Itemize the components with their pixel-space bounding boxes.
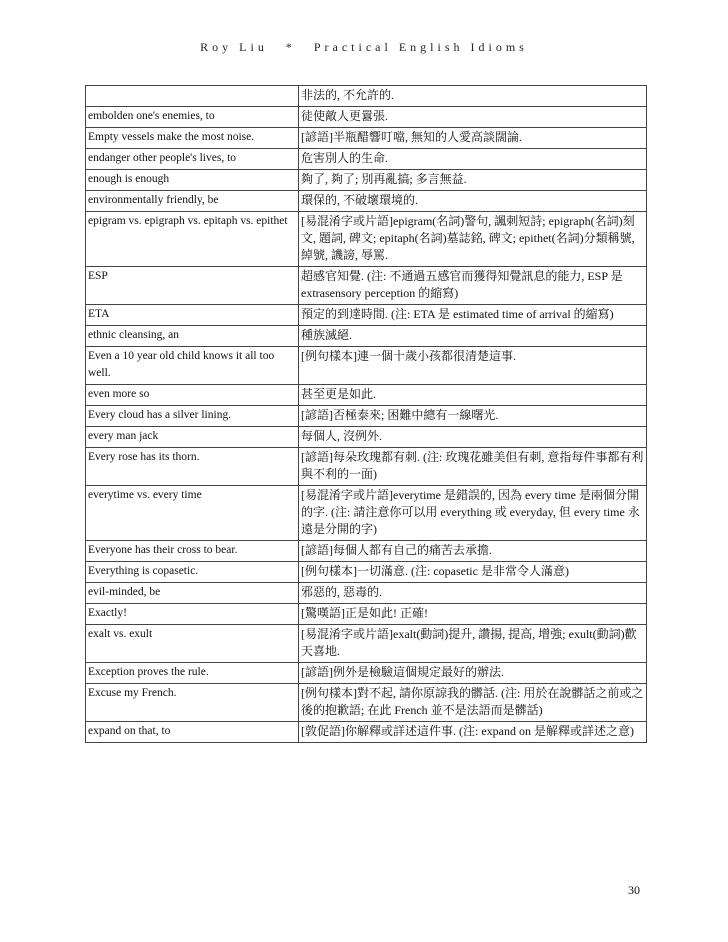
idiom-term: ETA [86, 305, 299, 326]
idiom-term [86, 86, 299, 107]
idiom-definition: [易混淆字或片語]everytime 是錯誤的, 因為 every time 是兩個分開的字. (注: 請注意你可以用 everything 或 everyday, 但 every time 永遠是分開的字) [299, 486, 647, 541]
table-row [86, 347, 647, 385]
idiom-definition: [例句樣本]連一個十歲小孩都很清楚這事. [299, 347, 647, 385]
idiom-term: ethnic cleansing, an [86, 326, 299, 347]
idiom-definition: 徒使敵人更囂張. [299, 107, 647, 128]
idiom-term: enough is enough [86, 170, 299, 191]
table-row [86, 486, 647, 541]
table-row [86, 663, 647, 684]
idiom-term: endanger other people's lives, to [86, 149, 299, 170]
idiom-term: every man jack [86, 427, 299, 448]
table-row [86, 191, 647, 212]
idiom-term: exalt vs. exult [86, 625, 299, 663]
table-row [86, 406, 647, 427]
idiom-definition: [例句樣本]對不起, 請你原諒我的髒話. (注: 用於在說髒話之前或之後的抱歉語; 在此 French 並不是法語而是髒話) [299, 684, 647, 722]
table-row [86, 604, 647, 625]
idiom-definition: 非法的, 不允許的. [299, 86, 647, 107]
table-row [86, 107, 647, 128]
idiom-definition: 夠了, 夠了; 別再亂搞; 多言無益. [299, 170, 647, 191]
idiom-definition: [諺語]每個人都有自己的痛苦去承擔. [299, 541, 647, 562]
table-row [86, 267, 647, 305]
table-row [86, 448, 647, 486]
table-row [86, 427, 647, 448]
idiom-definition: 邪惡的, 惡毒的. [299, 583, 647, 604]
idiom-term: Everything is copasetic. [86, 562, 299, 583]
table-row [86, 149, 647, 170]
idiom-definition: 種族滅絕. [299, 326, 647, 347]
table-row [86, 326, 647, 347]
idiom-definition: [敦促語]你解釋或詳述這件事. (注: expand on 是解釋或詳述之意) [299, 722, 647, 743]
header-separator: * [285, 40, 296, 54]
idiom-definition: [諺語]每朵玫瑰都有刺. (注: 玫瑰花雖美但有刺, 意指每件事都有利與不利的一面) [299, 448, 647, 486]
idiom-term: evil-minded, be [86, 583, 299, 604]
idiom-definition: [驚嘆語]正是如此! 正確! [299, 604, 647, 625]
idiom-term: Empty vessels make the most noise. [86, 128, 299, 149]
idiom-term: Exception proves the rule. [86, 663, 299, 684]
idiom-definition: [諺語]否極泰來; 困難中總有一線曙光. [299, 406, 647, 427]
idiom-term: Excuse my French. [86, 684, 299, 722]
table-row [86, 541, 647, 562]
idioms-table [85, 85, 647, 743]
idiom-term: even more so [86, 385, 299, 406]
idiom-definition: 環保的, 不破壞環境的. [299, 191, 647, 212]
idiom-definition: [例句樣本]一切滿意. (注: copasetic 是非常令人滿意) [299, 562, 647, 583]
idiom-term: epigram vs. epigraph vs. epitaph vs. epithet [86, 212, 299, 267]
table-row [86, 305, 647, 326]
table-row [86, 128, 647, 149]
idiom-definition: 甚至更是如此. [299, 385, 647, 406]
idiom-definition: [諺語]半瓶醋響叮噹, 無知的人愛高談闊論. [299, 128, 647, 149]
table-row [86, 562, 647, 583]
idiom-term: everytime vs. every time [86, 486, 299, 541]
table-row [86, 212, 647, 267]
idiom-definition: 每個人, 沒例外. [299, 427, 647, 448]
idiom-term: environmentally friendly, be [86, 191, 299, 212]
idiom-definition: 超感官知覺. (注: 不通過五感官而獲得知覺訊息的能力, ESP 是 extrasensory perception 的縮寫) [299, 267, 647, 305]
idiom-definition: [易混淆字或片語]epigram(名詞)警句, 諷刺短詩; epigraph(名詞)刻文, 題詞, 碑文; epitaph(名詞)墓誌銘, 碑文; epithet(名詞)分類稱號, 綽號, 譏謗, 辱罵. [299, 212, 647, 267]
table-row [86, 170, 647, 191]
table-row [86, 86, 647, 107]
header-title: Practical English Idioms [313, 40, 528, 54]
idiom-definition: 危害別人的生命. [299, 149, 647, 170]
idiom-term: Even a 10 year old child knows it all too well. [86, 347, 299, 385]
idiom-term: Everyone has their cross to bear. [86, 541, 299, 562]
table-row [86, 583, 647, 604]
table-row [86, 684, 647, 722]
idiom-term: Exactly! [86, 604, 299, 625]
idiom-term: Every rose has its thorn. [86, 448, 299, 486]
idiom-definition: [易混淆字或片語]exalt(動詞)提升, 讚揚, 提高, 增強; exult(動詞)歡天喜地. [299, 625, 647, 663]
page-number: 30 [628, 883, 640, 897]
idiom-term: embolden one's enemies, to [86, 107, 299, 128]
table-row [86, 722, 647, 743]
idiom-definition: 預定的到達時間. (注: ETA 是 estimated time of arrival 的縮寫) [299, 305, 647, 326]
idiom-term: expand on that, to [86, 722, 299, 743]
table-row [86, 385, 647, 406]
idiom-term: ESP [86, 267, 299, 305]
idiom-definition: [諺語]例外是檢驗這個規定最好的辦法. [299, 663, 647, 684]
page-header [0, 40, 728, 55]
header-author: Roy Liu [200, 40, 268, 54]
table-row [86, 625, 647, 663]
idiom-term: Every cloud has a silver lining. [86, 406, 299, 427]
